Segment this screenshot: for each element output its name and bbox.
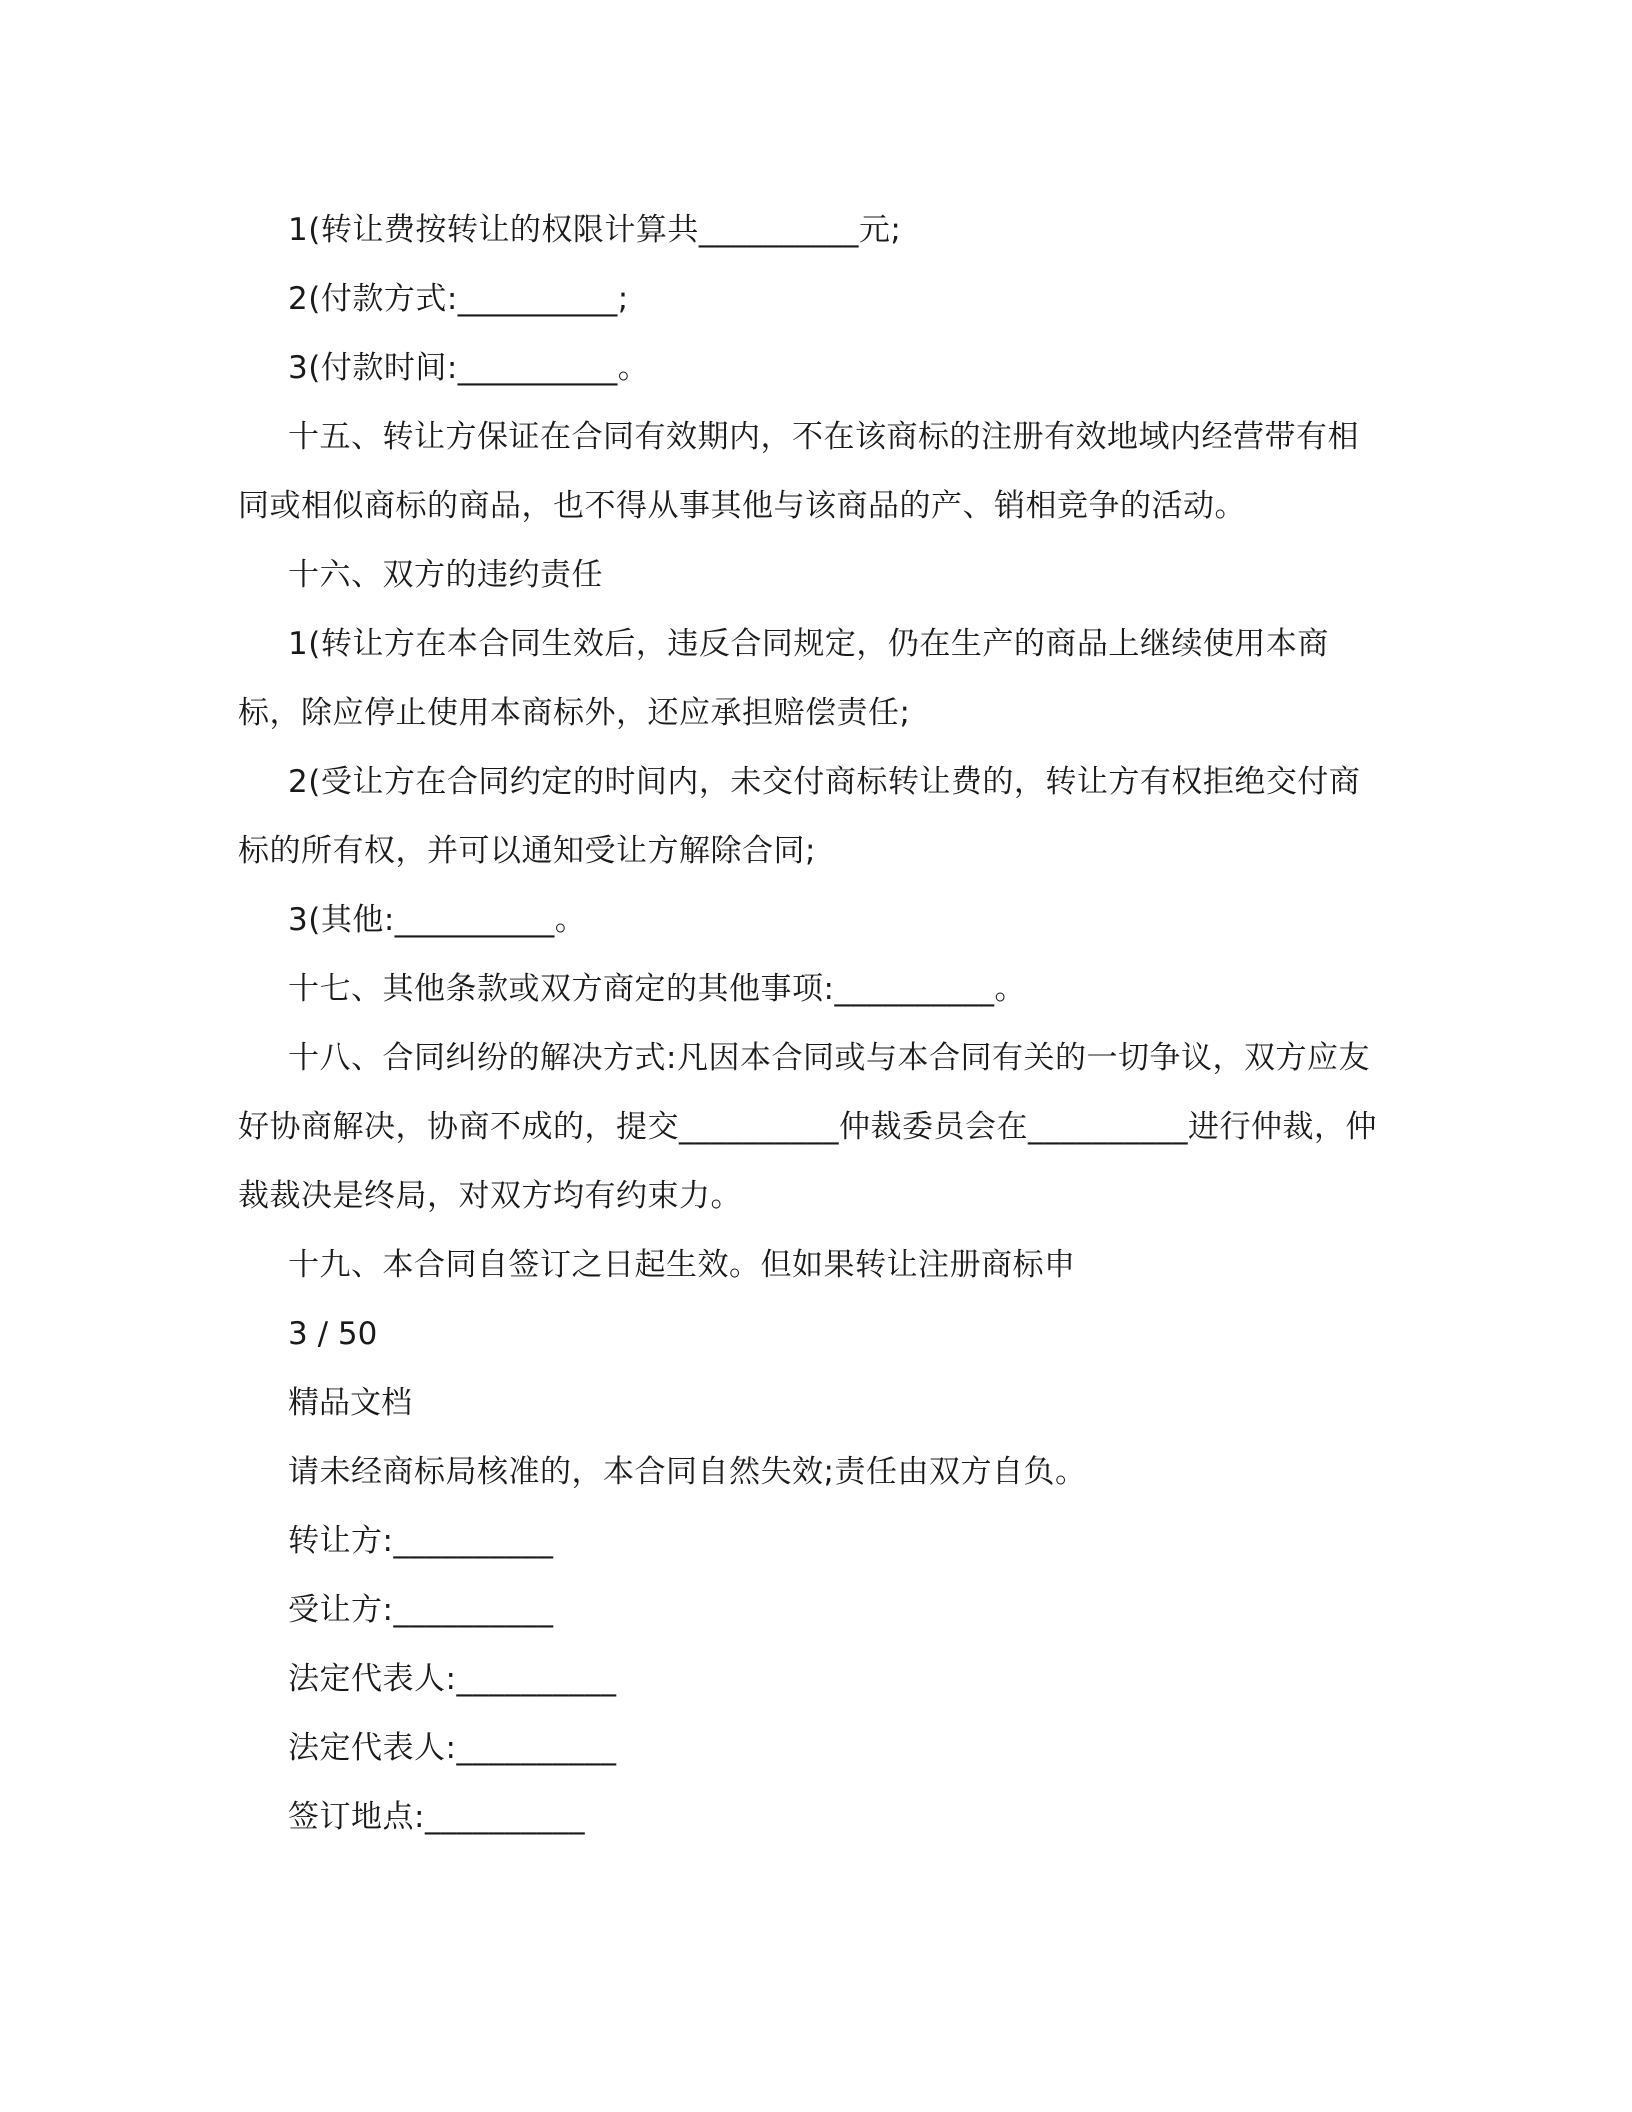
clause-16-heading: 十六、双方的违约责任	[288, 557, 603, 593]
clause-18: 十八、合同纠纷的解决方式:凡因本合同或与本合同有关的一切争议，双方应友好协商解决，协商不成的，提交__________仲裁委员会在__________进行仲裁，仲裁裁决是终局，对双方均有约束力。	[238, 1040, 1377, 1214]
signature-legal-rep-1: 法定代表人:__________	[288, 1661, 617, 1697]
document-body	[238, 196, 1388, 1852]
clause-17: 十七、其他条款或双方商定的其他事项:__________。	[288, 971, 1026, 1007]
clause-14-item-1: 1(转让费按转让的权限计算共__________元;	[288, 212, 902, 248]
clause-16-item-2: 2(受让方在合同约定的时间内，未交付商标转让费的，转让方有权拒绝交付商标的所有权，并可以通知受让方解除合同;	[238, 764, 1361, 869]
signature-transferee: 受让方:__________	[288, 1592, 554, 1628]
clause-14-item-3: 3(付款时间:__________。	[288, 350, 650, 386]
signature-legal-rep-2: 法定代表人:__________	[288, 1730, 617, 1766]
clause-16-item-3: 3(其他:__________。	[288, 902, 587, 938]
clause-19: 十九、本合同自签订之日起生效。但如果转让注册商标申	[288, 1247, 1076, 1283]
document-header-label: 精品文档	[288, 1385, 412, 1421]
clause-19-continuation: 请未经商标局核准的，本合同自然失效;责任由双方自负。	[288, 1454, 1087, 1490]
signature-transferor: 转让方:__________	[288, 1523, 554, 1559]
page-number: 3 / 50	[288, 1316, 378, 1352]
clause-14-item-2: 2(付款方式:__________;	[288, 281, 629, 317]
signature-location: 签订地点:__________	[288, 1799, 585, 1835]
clause-15: 十五、转让方保证在合同有效期内，不在该商标的注册有效地域内经营带有相同或相似商标的商品，也不得从事其他与该商品的产、销相竞争的活动。	[238, 419, 1359, 524]
clause-16-item-1: 1(转让方在本合同生效后，违反合同规定，仍在生产的商品上继续使用本商标，除应停止使用本商标外，还应承担赔偿责任;	[238, 626, 1329, 731]
